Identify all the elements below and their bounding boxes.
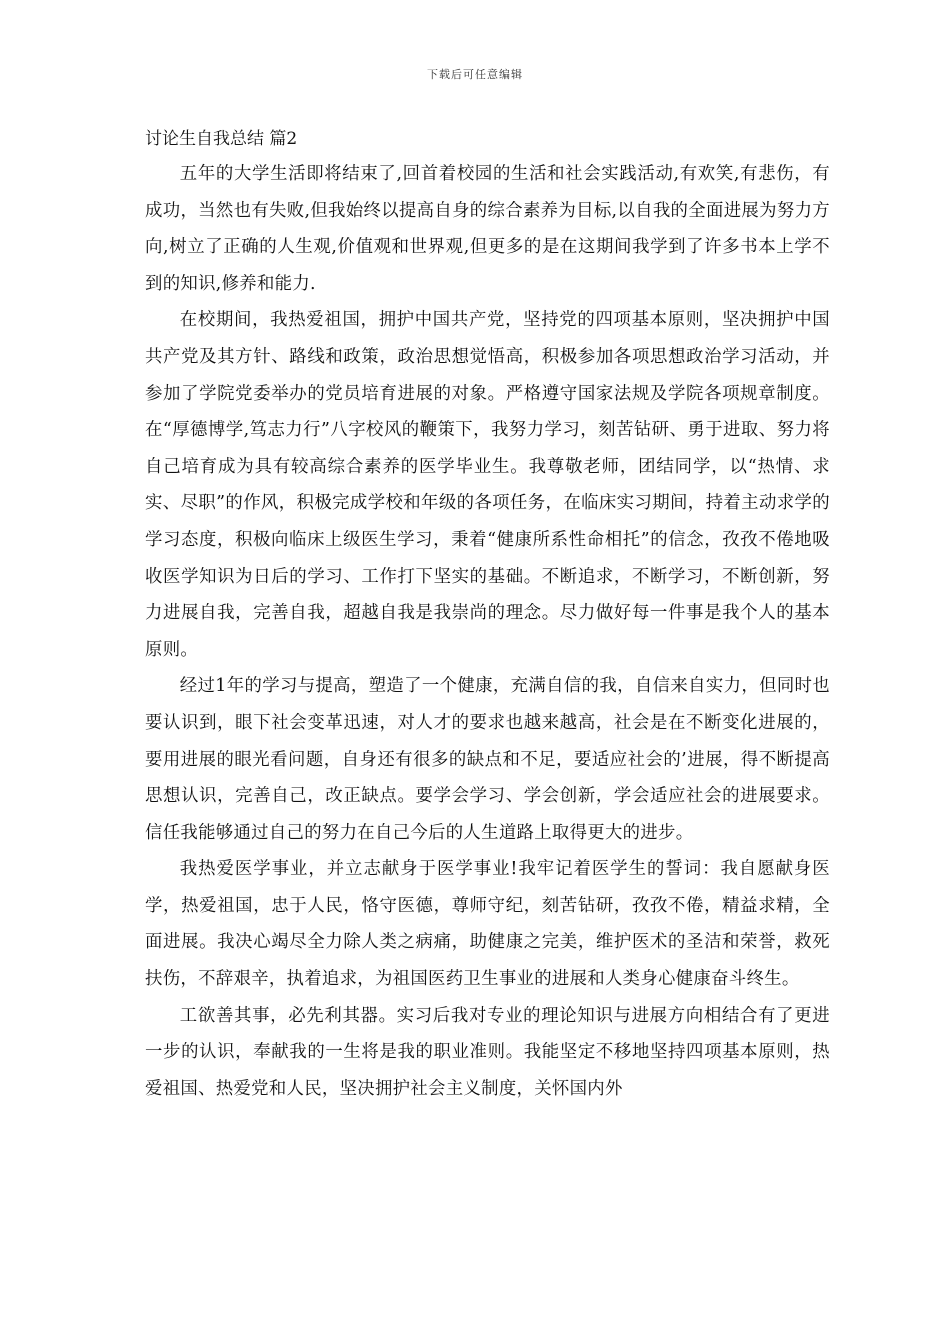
document-title: 讨论生自我总结 篇2 bbox=[145, 129, 298, 149]
paragraph-1: 五年的大学生活即将结束了,回首着校园的生活和社会实践活动,有欢笑,有悲伤，有成功，当然也有失败,但我始终以提高自身的综合素养为目标,以自我的全面进展为努力方向,树立了正确的人生观,价值观和世界观,但更多的是在这期间我学到了许多书本上学不到的知识,修养和能力. bbox=[145, 164, 830, 294]
paragraph-3: 经过1年的学习与提高，塑造了一个健康，充满自信的我，自信来自实力，但同时也要认识到，眼下社会变革迅速，对人才的要求也越来越高，社会是在不断变化进展的，要用进展的眼光看问题，自身还有很多的缺点和不足，要适应社会的’进展，得不断提高思想认识，完善自己，改正缺点。要学会学习、学会创新，学会适应社会的进展要求。信任我能够通过自己的努力在自己今后的人生道路上取得更大的进步。 bbox=[145, 676, 830, 843]
page-header-note: 下载后可任意编辑 bbox=[427, 68, 523, 81]
paragraph-4: 我热爱医学事业，并立志献身于医学事业!我牢记着医学生的誓词：我自愿献身医学，热爱祖国，忠于人民，恪守医德，尊师守纪，刻苦钻研，孜孜不倦，精益求精，全面进展。我决心竭尽全力除人类之病痛，助健康之完美，维护医术的圣洁和荣誉，救死扶伤，不辞艰辛，执着追求，为祖国医药卫生事业的进展和人类身心健康奋斗终生。 bbox=[145, 859, 830, 990]
paragraph-5: 工欲善其事，必先利其器。实习后我对专业的理论知识与进展方向相结合有了更进一步的认识，奉献我的一生将是我的职业准则。我能坚定不移地坚持四项基本原则，热爱祖国、热爱党和人民，坚决拥护社会主义制度，关怀国内外 bbox=[145, 1005, 830, 1099]
document-body bbox=[145, 156, 830, 1107]
paragraph-2: 在校期间，我热爱祖国，拥护中国共产党，坚持党的四项基本原则，坚决拥护中国共产党及其方针、路线和政策，政治思想觉悟高，积极参加各项思想政治学习活动，并参加了学院党委举办的党员培育进展的对象。严格遵守国家法规及学院各项规章制度。在“厚德博学,笃志力行”八字校风的鞭策下，我努力学习，刻苦钻研、勇于进取、努力将自己培育成为具有较高综合素养的医学毕业生。我尊敬老师，团结同学，以“热情、求实、尽职”的作风，积极完成学校和年级的各项任务，在临床实习期间，持着主动求学的学习态度，积极向临床上级医生学习，秉着“健康所系性命相托”的信念，孜孜不倦地吸收医学知识为日后的学习、工作打下坚实的基础。不断追求，不断学习，不断创新，努力进展自我，完善自我，超越自我是我崇尚的理念。尽力做好每一件事是我个人的基本原则。 bbox=[145, 310, 830, 660]
